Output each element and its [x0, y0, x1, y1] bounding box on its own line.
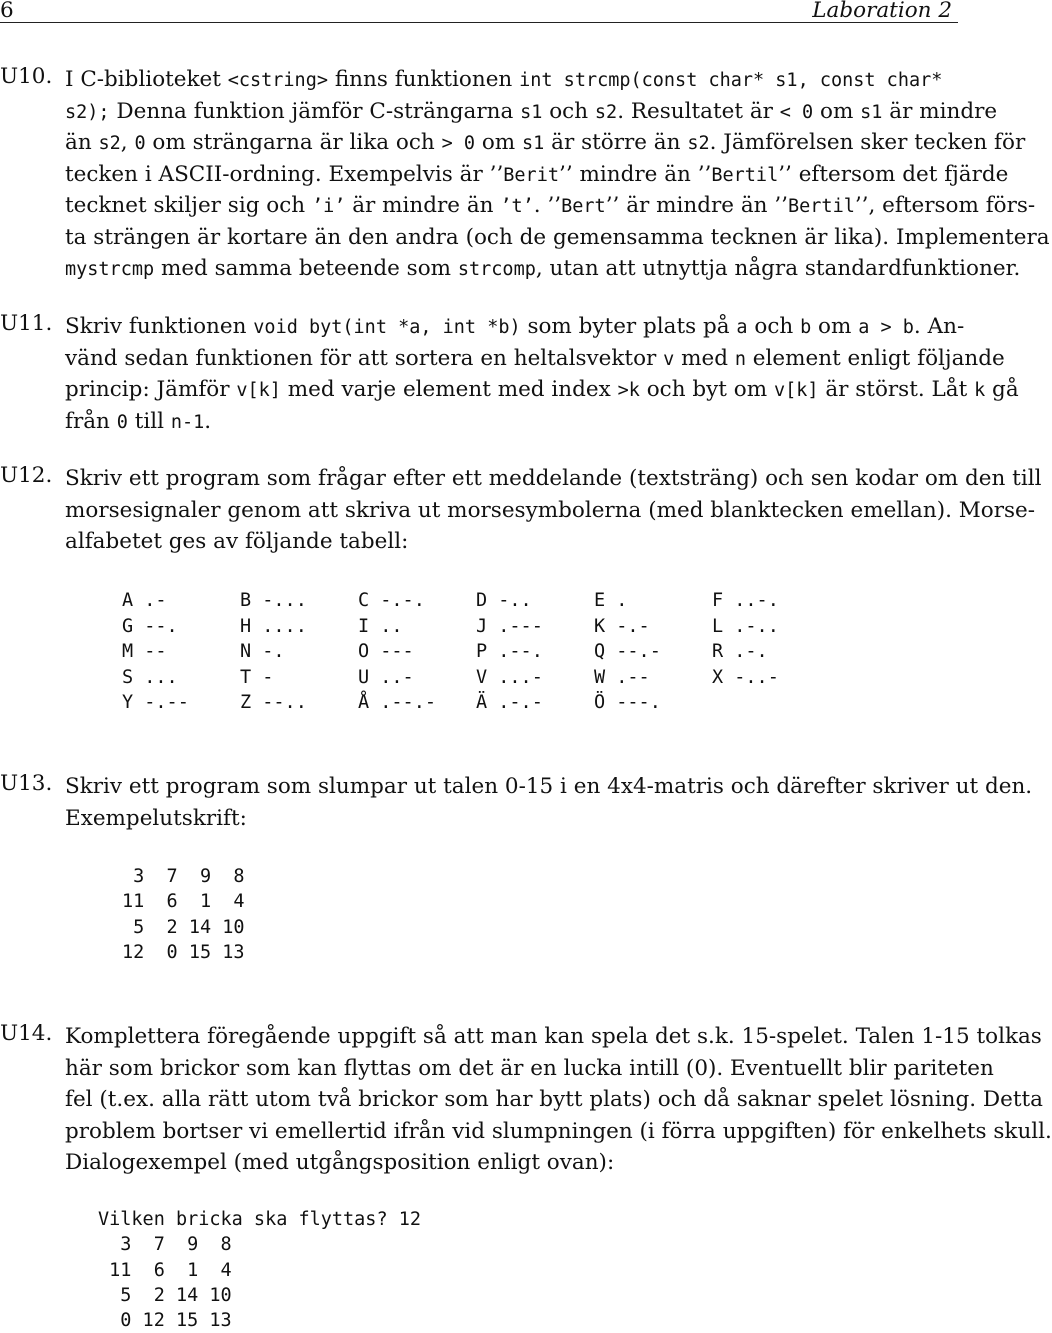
text-fragment: ta strängen är kortare än den andra (och de gemensamma tecknen är lika). Implementera [65, 224, 1050, 250]
text-line [65, 526, 958, 558]
code-fragment: <cstring> [227, 70, 328, 91]
text-fragment: om [475, 130, 523, 155]
morse-cell: U ..- [358, 666, 414, 688]
morse-cell: Z --.. [240, 692, 307, 713]
code-fragment: Berit [503, 164, 559, 186]
text-fragment: Skriv funktionen [65, 314, 254, 339]
text-fragment: är större än [544, 130, 688, 155]
text-line [65, 803, 958, 835]
morse-cell: I .. [358, 615, 403, 637]
text-fragment: och [747, 314, 801, 339]
text-fragment: element enligt följande [745, 345, 1005, 371]
morse-cell: M -- [122, 641, 167, 662]
text-fragment: tecken i ASCII-ordning. Exempelvis är ’’ [65, 161, 504, 187]
morse-row [122, 639, 830, 665]
text-fragment: , utan att utnyttja några standardfunktioner. [535, 256, 1021, 281]
code-fragment: b [800, 317, 812, 338]
morse-cell: Ä .-.- [476, 692, 543, 713]
text-fragment: från [65, 408, 117, 434]
morse-cell: B -... [240, 590, 307, 611]
code-fragment: s1 [522, 133, 545, 154]
text-fragment: ’’ mindre än ’’ [558, 161, 712, 187]
page-header [0, 0, 960, 22]
code-fragment: ’t’ [500, 196, 534, 217]
text-line [65, 343, 1005, 375]
code-fragment: int strcmp(const char* s1, const char* [519, 70, 943, 91]
output-line: Vilken bricka ska flyttas? 12 [98, 1209, 422, 1230]
text-line [65, 1116, 1052, 1148]
text-fragment: här som brickor som kan flyttas om det är en lucka intill (0). Eventuellt blir pariteten [65, 1055, 994, 1081]
code-fragment: strcomp [457, 259, 536, 280]
morse-row [122, 614, 830, 640]
morse-cell: R .-. [712, 641, 768, 662]
text-line [65, 96, 998, 128]
text-fragment: än [65, 130, 99, 155]
morse-cell: N -. [240, 641, 285, 662]
code-fragment: 0 [134, 133, 146, 154]
text-line [65, 374, 1019, 406]
text-fragment: , [120, 130, 135, 155]
morse-cell: Y -.-- [122, 692, 189, 713]
text-fragment: och byt om [639, 377, 774, 402]
output-line: 0 12 15 13 [98, 1310, 232, 1332]
text-fragment: problem bortser vi emellertid ifrån vid slumpningen (i förra uppgiften) för enkelhets skull. [65, 1118, 1052, 1144]
exercise-number: U11. [0, 311, 53, 336]
code-fragment: s1 [860, 101, 883, 123]
code-fragment: Bert [561, 196, 606, 217]
code-fragment: ’i’ [311, 196, 346, 217]
morse-cell: X -..- [712, 666, 779, 688]
exercise-text [65, 463, 1042, 558]
morse-cell: S ... [122, 666, 178, 688]
code-fragment: n-1 [170, 411, 205, 433]
code-fragment: Bertil [788, 196, 855, 217]
code-fragment: 0 [116, 411, 128, 433]
morse-cell: W .-- [594, 666, 650, 688]
text-fragment: Denna funktion jämför C-strängarna [109, 98, 521, 124]
text-fragment: och [542, 98, 595, 124]
morse-row [122, 588, 830, 614]
text-fragment: princip: Jämför [65, 377, 237, 402]
code-fragment: mystrcmp [65, 259, 155, 280]
text-fragment: . Jämförelsen sker tecken för [709, 130, 1026, 155]
text-fragment: gå [985, 377, 1019, 402]
morse-row [122, 690, 830, 716]
text-fragment: . ’’ [533, 193, 562, 218]
code-fragment: s2 [594, 101, 618, 123]
text-line [65, 190, 1036, 222]
code-fragment: s2 [687, 133, 710, 154]
text-fragment: Dialogexempel (med utgångsposition enligt ovan): [65, 1150, 615, 1175]
text-fragment: ’’, eftersom förs- [854, 193, 1036, 218]
text-fragment: om [811, 314, 859, 339]
output-line: 12 0 15 13 [122, 941, 245, 963]
text-fragment: finns funktionen [327, 67, 520, 92]
morse-cell: C -.-. [358, 590, 425, 611]
text-fragment: . An- [913, 314, 965, 339]
morse-cell: O --- [358, 641, 414, 662]
code-fragment: a > b [858, 317, 914, 338]
code-fragment: s2); [65, 101, 110, 123]
text-fragment: tecknet skiljer sig och [65, 193, 312, 218]
morse-cell: H .... [240, 615, 307, 637]
text-fragment: morsesignaler genom att skriva ut morsesymbolerna (med blanktecken emellan). Morse- [65, 497, 1036, 523]
lab-title: Laboration 2 [812, 0, 952, 23]
example-output [122, 864, 245, 965]
output-line: 5 2 14 10 [98, 1284, 232, 1306]
text-fragment: med varje element med index [280, 377, 618, 402]
output-line: 11 6 1 4 [122, 891, 245, 913]
code-fragment: > 0 [441, 133, 476, 154]
morse-cell: J .--- [476, 615, 543, 637]
header-rule [0, 22, 958, 23]
text-fragment: . Resultatet är [617, 98, 780, 124]
morse-cell: D -.. [476, 590, 532, 611]
text-line [65, 311, 965, 343]
morse-cell: V ...- [476, 666, 543, 688]
morse-cell: Ö ---. [594, 692, 661, 713]
page-number: 6 [0, 0, 14, 23]
text-fragment: är störst. Låt [818, 377, 975, 402]
exercise-number: U10. [0, 64, 53, 89]
text-fragment: till [127, 408, 171, 434]
output-line: 11 6 1 4 [98, 1259, 232, 1281]
morse-row [122, 665, 830, 691]
code-fragment: void byt(int *a, int *b) [253, 317, 521, 338]
exercise-number: U13. [0, 771, 53, 796]
morse-table [122, 588, 830, 716]
morse-cell: K -.- [594, 615, 650, 637]
text-line [65, 159, 1009, 191]
output-line: 3 7 9 8 [98, 1234, 232, 1256]
morse-cell: Q --.- [594, 641, 661, 662]
output-line: 5 2 14 10 [122, 916, 245, 938]
exercise-text [65, 771, 1033, 834]
text-fragment: som byter plats på [520, 314, 737, 339]
text-line [65, 222, 1050, 254]
text-line [65, 127, 1026, 159]
text-fragment: Exempelutskrift: [65, 805, 247, 831]
exercise-number: U12. [0, 463, 53, 488]
text-line [65, 1147, 958, 1179]
text-line [65, 1084, 1043, 1116]
text-fragment: Skriv ett program som frågar efter ett meddelande (textsträng) och sen kodar om den till [65, 466, 1042, 491]
code-fragment: v[k] [773, 380, 819, 401]
exercise-text [65, 64, 1050, 285]
morse-cell: G --. [122, 615, 178, 637]
morse-cell: P .--. [476, 641, 543, 662]
text-fragment: . [204, 408, 212, 434]
code-fragment: v[k] [236, 380, 281, 401]
code-fragment: s2 [98, 133, 121, 154]
text-line [65, 1021, 1042, 1053]
morse-cell: Å .--.- [358, 692, 436, 713]
text-fragment: med samma beteende som [154, 256, 458, 281]
morse-cell: F ..-. [712, 590, 779, 611]
dialog-example [98, 1207, 421, 1333]
exercise-text [65, 1021, 1052, 1179]
text-fragment: om strängarna är lika och [145, 130, 442, 155]
text-line [65, 1053, 994, 1085]
morse-cell: A .- [122, 590, 167, 611]
exercise-number: U14. [0, 1021, 53, 1046]
morse-cell: T - [240, 666, 274, 688]
code-fragment: Bertil [711, 164, 779, 186]
text-fragment: ’’ är mindre än ’’ [605, 193, 789, 218]
text-line [65, 406, 958, 438]
text-line [65, 253, 1021, 285]
morse-cell: E . [594, 590, 628, 611]
text-fragment: alfabetet ges av följande tabell: [65, 529, 409, 554]
text-line [65, 771, 1033, 803]
text-fragment: är mindre [882, 98, 998, 124]
text-fragment: med [674, 345, 735, 371]
text-line [65, 495, 1036, 527]
text-fragment: fel (t.ex. alla rätt utom två brickor som har bytt plats) och då saknar spelet lösning. Detta [65, 1087, 1043, 1112]
text-fragment: om [813, 98, 861, 124]
code-fragment: n [734, 348, 746, 370]
code-fragment: s1 [520, 101, 543, 123]
code-fragment: k [974, 380, 986, 401]
text-fragment: är mindre än [345, 193, 501, 218]
text-line [65, 463, 1042, 495]
morse-cell: L .-.. [712, 615, 779, 637]
text-fragment: I C-biblioteket [65, 67, 228, 92]
output-line: 3 7 9 8 [122, 866, 245, 887]
exercise-text [65, 311, 1019, 437]
text-line [65, 64, 958, 96]
code-fragment: v [663, 348, 675, 370]
code-fragment: >k [617, 380, 640, 401]
text-fragment: Skriv ett program som slumpar ut talen 0-15 i en 4x4-matris och därefter skriver ut den. [65, 774, 1033, 799]
code-fragment: a [736, 317, 748, 338]
code-fragment: < 0 [779, 101, 814, 123]
text-fragment: ’’ eftersom det fjärde [778, 161, 1009, 187]
text-fragment: Komplettera föregående uppgift så att man kan spela det s.k. 15-spelet. Talen 1-15 tolkas [65, 1024, 1042, 1049]
text-fragment: vänd sedan funktionen för att sortera en heltalsvektor [65, 345, 664, 371]
